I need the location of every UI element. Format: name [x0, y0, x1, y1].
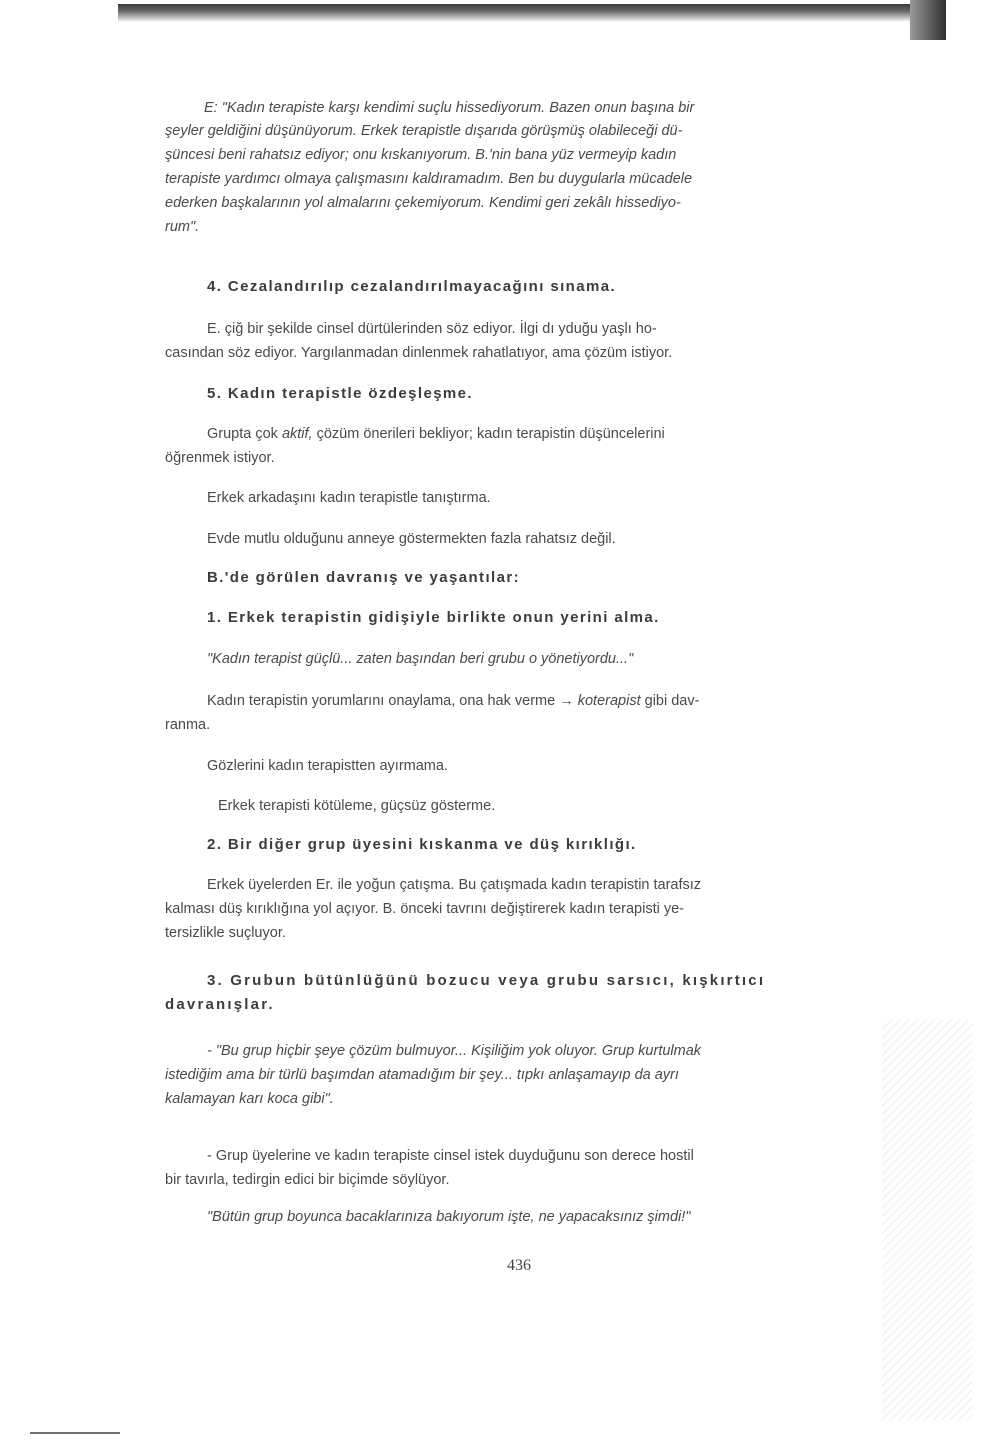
- paragraph-line: Grupta çok aktif, çözüm önerileri bekliyor; kadın terapistin düşüncelerini: [207, 426, 665, 442]
- section-heading: B.'de görülen davranış ve yaşantılar:: [207, 569, 520, 586]
- paragraph-line: ranma.: [165, 717, 211, 733]
- paragraph-line: tersizlikle suçluyor.: [165, 925, 286, 941]
- subsection-heading: 1. Erkek terapistin gidişiyle birlikte onun yerini alma.: [207, 609, 660, 626]
- quote-line: kalamayan karı koca gibi".: [165, 1091, 334, 1107]
- quote-line: "Bütün grup boyunca bacaklarınıza bakıyorum işte, ne yapacaksınız şimdi!": [207, 1209, 691, 1225]
- quote-line: şeyler geldiğini düşünüyorum. Erkek terapistle dışarıda görüşmüş olabileceği dü-: [165, 123, 683, 139]
- subsection-heading: 2. Bir diğer grup üyesini kıskanma ve düş kırıklığı.: [207, 836, 637, 853]
- quote-line: istediğim ama bir türlü başımdan atamadığım bir şey... tıpkı anlaşamayıp da ayrı: [165, 1067, 679, 1083]
- paragraph-line: Gözlerini kadın terapistten ayırmama.: [207, 758, 448, 774]
- quote-line: "Kadın terapist güçlü... zaten başından beri grubu o yönetiyordu...": [207, 651, 634, 667]
- quote-line: E: "Kadın terapiste karşı kendimi suçlu hissediyorum. Bazen onun başına bir: [204, 100, 695, 116]
- paragraph-line: Kadın terapistin yorumlarını onaylama, ona hak verme → koterapist gibi dav-: [207, 693, 700, 709]
- paragraph-line: kalması düş kırıklığına yol açıyor. B. önceki tavrını değiştirerek kadın terapisti ye-: [165, 901, 684, 917]
- page-number: 436: [507, 1257, 531, 1274]
- paragraph-line: - Grup üyelerine ve kadın terapiste cinsel istek duyduğunu son derece hostil: [207, 1148, 694, 1164]
- paragraph-line: bir tavırla, tedirgin edici bir biçimde söylüyor.: [165, 1172, 450, 1188]
- quote-line: - "Bu grup hiçbir şeye çözüm bulmuyor... Kişiliğim yok oluyor. Grup kurtulmak: [207, 1043, 702, 1059]
- paragraph-line: E. çiğ bir şekilde cinsel dürtülerinden söz ediyor. İlgi dı yduğu yaşlı ho-: [207, 321, 657, 337]
- quote-line: ederken başkalarının yol almalarını çekemiyorum. Kendimi geri zekâlı hissediyo-: [165, 195, 681, 211]
- quote-line: terapiste yardımcı olmaya çalışmasını kaldıramadım. Ben bu duygularla mücadele: [165, 171, 693, 187]
- quote-line: şüncesi beni rahatsız ediyor; onu kıskanıyorum. B.'nin bana yüz vermeyip kadın: [165, 147, 677, 163]
- section-heading: 5. Kadın terapistle özdeşleşme.: [207, 385, 473, 402]
- section-heading: 4. Cezalandırılıp cezalandırılmayacağını sınama.: [207, 278, 617, 295]
- paragraph-line: öğrenmek istiyor.: [165, 450, 275, 466]
- subsection-heading: davranışlar.: [165, 996, 275, 1013]
- paragraph-line: casından söz ediyor. Yargılanmadan dinlenmek rahatlatıyor, ama çözüm istiyor.: [165, 345, 673, 361]
- subsection-heading: 3. Grubun bütünlüğünü bozucu veya grubu sarsıcı, kışkırtıcı: [207, 972, 766, 989]
- paragraph-line: Erkek terapisti kötüleme, güçsüz gösterme.: [218, 798, 496, 814]
- paragraph-line: Erkek arkadaşını kadın terapistle tanıştırma.: [207, 490, 491, 506]
- paragraph-line: Evde mutlu olduğunu anneye göstermekten fazla rahatsız değil.: [207, 531, 616, 547]
- quote-line: rum".: [165, 219, 200, 235]
- paragraph-line: Erkek üyelerden Er. ile yoğun çatışma. Bu çatışmada kadın terapistin tarafsız: [207, 877, 702, 893]
